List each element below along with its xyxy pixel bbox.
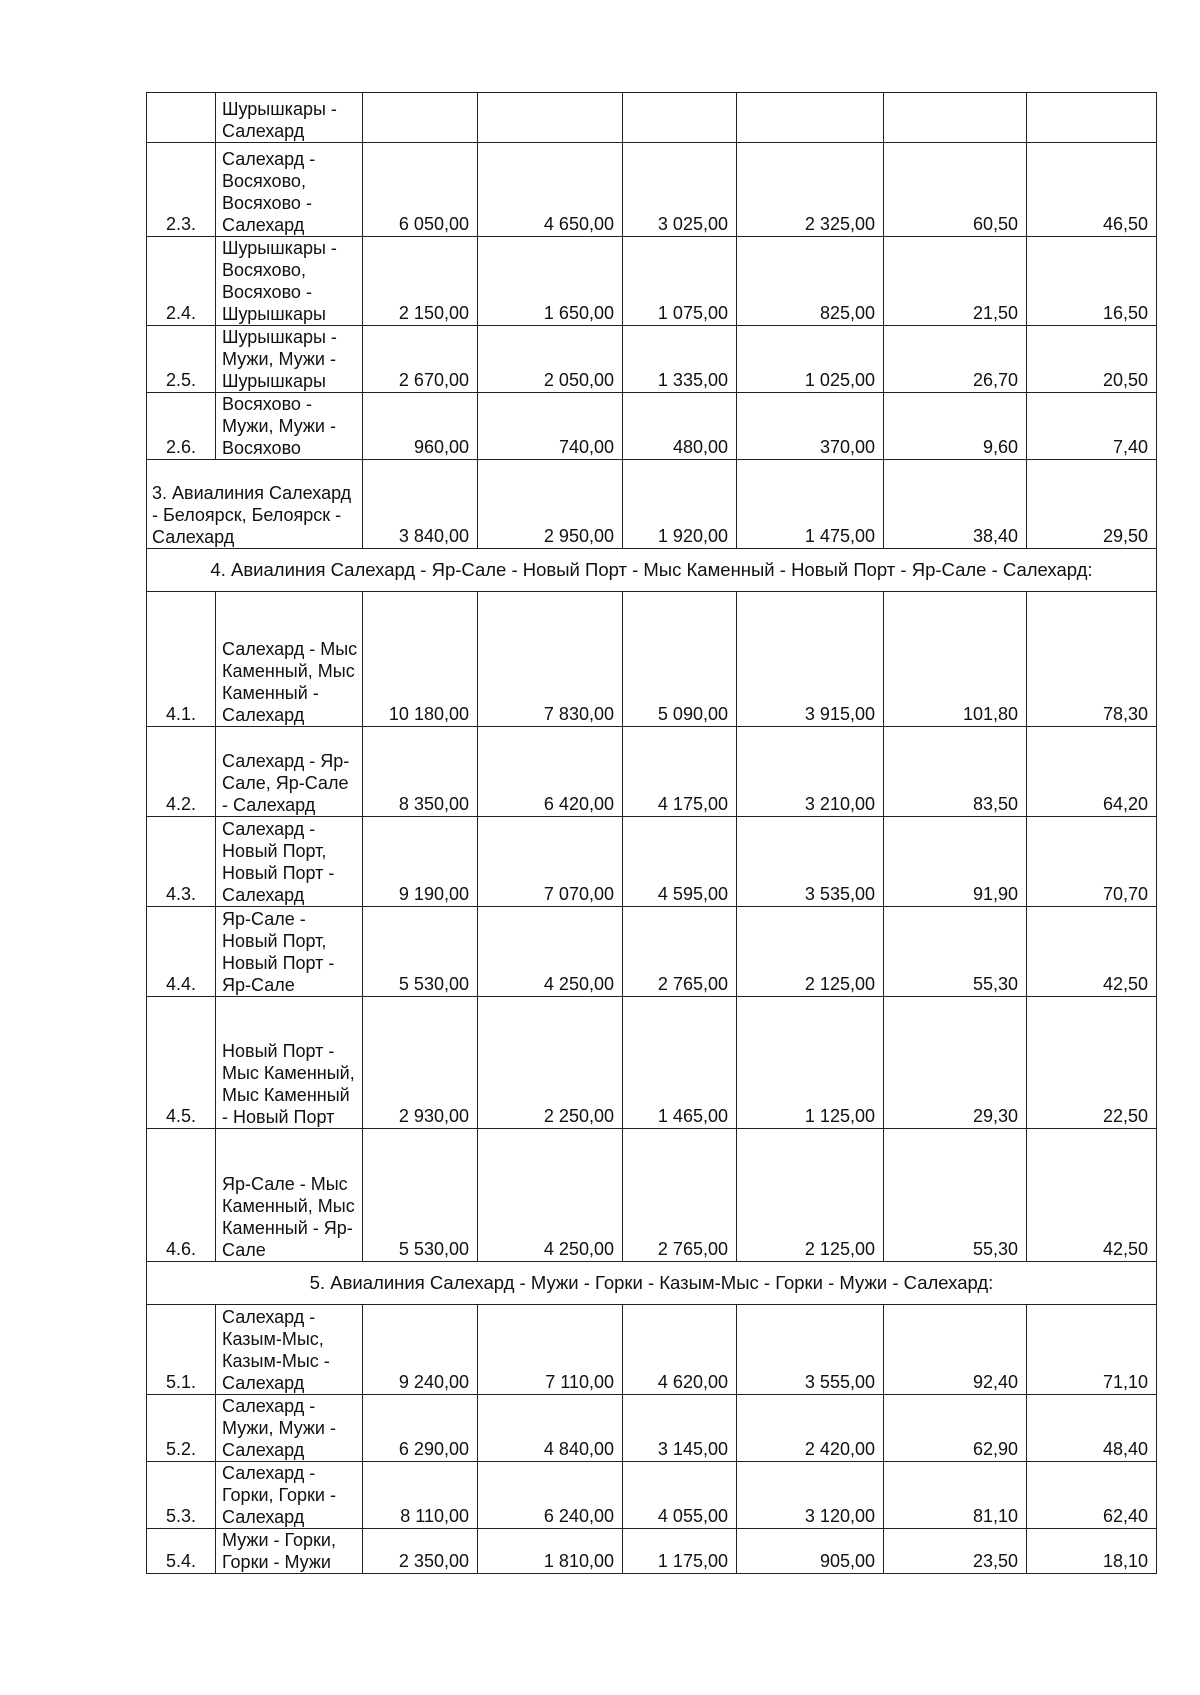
- tariff-value-cell: 3 915,00: [737, 592, 884, 727]
- tariff-value-cell: 42,50: [1027, 907, 1157, 997]
- tariff-value-cell: 4 250,00: [478, 907, 623, 997]
- table-row: [147, 1395, 1157, 1462]
- tariff-value-cell: 4 175,00: [623, 727, 737, 817]
- route-cell: Салехард - Горки, Горки - Салехард: [216, 1462, 363, 1529]
- tariff-value-cell: 5 530,00: [363, 907, 478, 997]
- row-number-cell: 2.5.: [147, 326, 216, 393]
- table-row: [147, 907, 1157, 997]
- tariff-value-cell: 83,50: [884, 727, 1027, 817]
- table-row: [147, 1305, 1157, 1395]
- tariff-value-cell: [623, 93, 737, 143]
- section-title: 4. Авиалиния Салехард - Яр-Сале - Новый Порт - Мыс Каменный - Новый Порт - Яр-Сале - Салехард:: [147, 549, 1157, 592]
- tariff-value-cell: 64,20: [1027, 727, 1157, 817]
- tariff-value-cell: 905,00: [737, 1529, 884, 1574]
- tariff-value-cell: [1027, 93, 1157, 143]
- tariff-value-cell: 2 930,00: [363, 997, 478, 1129]
- tariff-value-cell: 55,30: [884, 907, 1027, 997]
- row-number-cell: 4.3.: [147, 817, 216, 907]
- table-row: [147, 1462, 1157, 1529]
- tariff-value-cell: 1 650,00: [478, 237, 623, 326]
- tariff-value-cell: [478, 93, 623, 143]
- tariff-value-cell: 8 350,00: [363, 727, 478, 817]
- route-cell: Шурышкары - Салехард: [216, 93, 363, 143]
- tariff-value-cell: 7 110,00: [478, 1305, 623, 1395]
- table-row: [147, 727, 1157, 817]
- tariff-value-cell: 29,50: [1027, 460, 1157, 549]
- row-number-cell: 2.6.: [147, 393, 216, 460]
- route-cell: Салехард - Казым-Мыс, Казым-Мыс - Салехард: [216, 1305, 363, 1395]
- tariff-value-cell: 26,70: [884, 326, 1027, 393]
- tariff-value-cell: 1 175,00: [623, 1529, 737, 1574]
- tariff-value-cell: 9,60: [884, 393, 1027, 460]
- tariff-value-cell: 92,40: [884, 1305, 1027, 1395]
- tariff-value-cell: 18,10: [1027, 1529, 1157, 1574]
- tariff-value-cell: 71,10: [1027, 1305, 1157, 1395]
- tariff-value-cell: 4 650,00: [478, 143, 623, 237]
- tariff-value-cell: 2 950,00: [478, 460, 623, 549]
- tariff-value-cell: 5 530,00: [363, 1129, 478, 1262]
- tariff-value-cell: 48,40: [1027, 1395, 1157, 1462]
- route-cell: Новый Порт - Мыс Каменный, Мыс Каменный - Новый Порт: [216, 997, 363, 1129]
- tariff-value-cell: 3 555,00: [737, 1305, 884, 1395]
- tariff-value-cell: 4 250,00: [478, 1129, 623, 1262]
- tariff-table: [146, 92, 1157, 1574]
- route-cell: Шурышкары - Мужи, Мужи - Шурышкары: [216, 326, 363, 393]
- row-number-cell: 5.1.: [147, 1305, 216, 1395]
- tariff-value-cell: 20,50: [1027, 326, 1157, 393]
- tariff-value-cell: 6 290,00: [363, 1395, 478, 1462]
- tariff-value-cell: 740,00: [478, 393, 623, 460]
- section-tariff-row: [147, 460, 1157, 549]
- route-cell: Мужи - Горки, Горки - Мужи: [216, 1529, 363, 1574]
- tariff-value-cell: 2 150,00: [363, 237, 478, 326]
- tariff-value-cell: 1 025,00: [737, 326, 884, 393]
- row-number-cell: [147, 93, 216, 143]
- tariff-value-cell: 3 120,00: [737, 1462, 884, 1529]
- tariff-value-cell: 62,40: [1027, 1462, 1157, 1529]
- tariff-value-cell: 7,40: [1027, 393, 1157, 460]
- tariff-value-cell: 22,50: [1027, 997, 1157, 1129]
- table-body: [147, 93, 1157, 1574]
- tariff-value-cell: 8 110,00: [363, 1462, 478, 1529]
- row-number-cell: 5.4.: [147, 1529, 216, 1574]
- tariff-value-cell: 2 050,00: [478, 326, 623, 393]
- tariff-value-cell: 21,50: [884, 237, 1027, 326]
- tariff-value-cell: 9 240,00: [363, 1305, 478, 1395]
- tariff-value-cell: 370,00: [737, 393, 884, 460]
- row-number-cell: 5.3.: [147, 1462, 216, 1529]
- tariff-value-cell: 960,00: [363, 393, 478, 460]
- tariff-value-cell: 4 620,00: [623, 1305, 737, 1395]
- tariff-value-cell: 46,50: [1027, 143, 1157, 237]
- tariff-value-cell: 6 240,00: [478, 1462, 623, 1529]
- tariff-value-cell: 6 420,00: [478, 727, 623, 817]
- row-number-cell: 4.5.: [147, 997, 216, 1129]
- tariff-value-cell: 55,30: [884, 1129, 1027, 1262]
- table-row: [147, 1529, 1157, 1574]
- tariff-value-cell: 62,90: [884, 1395, 1027, 1462]
- section-header-row: [147, 549, 1157, 592]
- row-number-cell: 4.1.: [147, 592, 216, 727]
- route-cell: Шурышкары - Восяхово, Восяхово - Шурышкары: [216, 237, 363, 326]
- tariff-value-cell: 1 810,00: [478, 1529, 623, 1574]
- route-cell: Салехард - Мыс Каменный, Мыс Каменный - Салехард: [216, 592, 363, 727]
- tariff-value-cell: 1 920,00: [623, 460, 737, 549]
- tariff-value-cell: 101,80: [884, 592, 1027, 727]
- tariff-value-cell: 1 075,00: [623, 237, 737, 326]
- tariff-value-cell: 480,00: [623, 393, 737, 460]
- tariff-value-cell: 1 465,00: [623, 997, 737, 1129]
- tariff-value-cell: 5 090,00: [623, 592, 737, 727]
- tariff-value-cell: 78,30: [1027, 592, 1157, 727]
- table-row: [147, 237, 1157, 326]
- section-title: 5. Авиалиния Салехард - Мужи - Горки - Казым-Мыс - Горки - Мужи - Салехард:: [147, 1262, 1157, 1305]
- tariff-value-cell: 3 840,00: [363, 460, 478, 549]
- tariff-value-cell: 38,40: [884, 460, 1027, 549]
- tariff-value-cell: 825,00: [737, 237, 884, 326]
- row-number-cell: 2.3.: [147, 143, 216, 237]
- route-cell: Яр-Сале - Мыс Каменный, Мыс Каменный - Яр-Сале: [216, 1129, 363, 1262]
- tariff-value-cell: 1 335,00: [623, 326, 737, 393]
- route-cell: Восяхово - Мужи, Мужи - Восяхово: [216, 393, 363, 460]
- tariff-value-cell: 60,50: [884, 143, 1027, 237]
- tariff-value-cell: 23,50: [884, 1529, 1027, 1574]
- route-cell: Салехард - Восяхово, Восяхово - Салехард: [216, 143, 363, 237]
- tariff-value-cell: 2 765,00: [623, 1129, 737, 1262]
- table-row: [147, 393, 1157, 460]
- tariff-value-cell: 2 125,00: [737, 1129, 884, 1262]
- route-cell: Яр-Сале - Новый Порт, Новый Порт - Яр-Сале: [216, 907, 363, 997]
- tariff-value-cell: 3 025,00: [623, 143, 737, 237]
- tariff-value-cell: 7 070,00: [478, 817, 623, 907]
- tariff-value-cell: 4 595,00: [623, 817, 737, 907]
- route-cell: Салехард - Новый Порт, Новый Порт - Салехард: [216, 817, 363, 907]
- tariff-value-cell: 3 145,00: [623, 1395, 737, 1462]
- table-row: [147, 592, 1157, 727]
- tariff-value-cell: [363, 93, 478, 143]
- tariff-value-cell: 81,10: [884, 1462, 1027, 1529]
- tariff-value-cell: 3 535,00: [737, 817, 884, 907]
- tariff-value-cell: 4 055,00: [623, 1462, 737, 1529]
- row-number-cell: 4.4.: [147, 907, 216, 997]
- tariff-value-cell: 16,50: [1027, 237, 1157, 326]
- tariff-value-cell: 6 050,00: [363, 143, 478, 237]
- table-row: [147, 1129, 1157, 1262]
- tariff-value-cell: 91,90: [884, 817, 1027, 907]
- airline-route-cell: 3. Авиалиния Салехард - Белоярск, Белоярск - Салехард: [147, 460, 363, 549]
- tariff-value-cell: 2 325,00: [737, 143, 884, 237]
- route-cell: Салехард - Мужи, Мужи - Салехард: [216, 1395, 363, 1462]
- tariff-value-cell: 2 765,00: [623, 907, 737, 997]
- route-cell: Салехард - Яр-Сале, Яр-Сале - Салехард: [216, 727, 363, 817]
- tariff-value-cell: 70,70: [1027, 817, 1157, 907]
- table-row: [147, 997, 1157, 1129]
- row-number-cell: 5.2.: [147, 1395, 216, 1462]
- tariff-value-cell: 4 840,00: [478, 1395, 623, 1462]
- tariff-value-cell: 2 250,00: [478, 997, 623, 1129]
- tariff-value-cell: 1 475,00: [737, 460, 884, 549]
- tariff-value-cell: [884, 93, 1027, 143]
- tariff-value-cell: 2 125,00: [737, 907, 884, 997]
- row-number-cell: 4.2.: [147, 727, 216, 817]
- tariff-value-cell: 10 180,00: [363, 592, 478, 727]
- table-row: [147, 93, 1157, 143]
- tariff-value-cell: 2 350,00: [363, 1529, 478, 1574]
- tariff-value-cell: 9 190,00: [363, 817, 478, 907]
- tariff-value-cell: [737, 93, 884, 143]
- table-row: [147, 143, 1157, 237]
- section-header-row: [147, 1262, 1157, 1305]
- tariff-value-cell: 42,50: [1027, 1129, 1157, 1262]
- tariff-value-cell: 29,30: [884, 997, 1027, 1129]
- tariff-value-cell: 2 670,00: [363, 326, 478, 393]
- row-number-cell: 4.6.: [147, 1129, 216, 1262]
- tariff-value-cell: 1 125,00: [737, 997, 884, 1129]
- table-row: [147, 817, 1157, 907]
- tariff-value-cell: 3 210,00: [737, 727, 884, 817]
- table-row: [147, 326, 1157, 393]
- row-number-cell: 2.4.: [147, 237, 216, 326]
- tariff-value-cell: 7 830,00: [478, 592, 623, 727]
- tariff-value-cell: 2 420,00: [737, 1395, 884, 1462]
